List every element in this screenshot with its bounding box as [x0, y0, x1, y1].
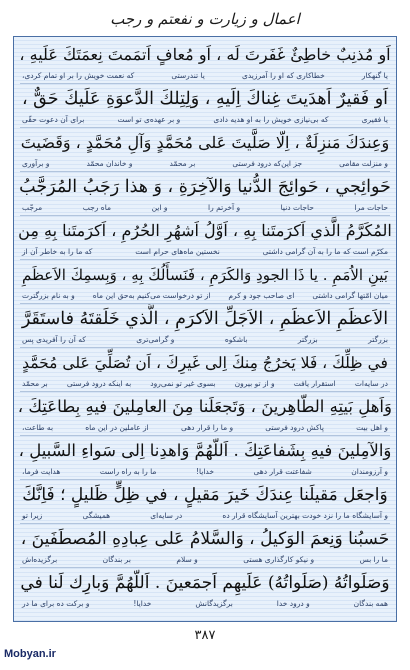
translation-segment: بر محمّد [169, 159, 196, 168]
verse-block [18, 84, 392, 125]
translation-segment: مرجّب [22, 203, 43, 212]
translation-segment: یا فقیری [361, 115, 388, 124]
translation-segment: در سایه‌ای [150, 511, 183, 520]
translation-segment: و اهل بیت [356, 423, 388, 432]
arabic-line: المُكَرَّمُ الَّذي اَكرَمتَنا بِهِ ، اَوَّلُ اَشهُرِ الحُرُمِ ، اَكرَمتَنا بِهِ مِن [18, 221, 392, 240]
translation-segment: برگزیدگانش [195, 599, 233, 608]
translation-segment: بزرگتر [297, 335, 318, 344]
persian-translation [18, 158, 392, 169]
translation-segment: از تو درخواست می‌کنیم به‌حق این ماه [92, 291, 211, 300]
translation-segment: بر بندگان [102, 555, 131, 564]
translation-segment: و سلام [176, 555, 198, 564]
translation-segment: هدایت فرما، [22, 467, 61, 476]
verse-block [18, 568, 392, 609]
translation-segment: زیرا تو [22, 511, 43, 520]
persian-translation [18, 334, 392, 345]
arabic-line: حَسبُنا وَنِعمَ الوَكيلُ ، وَالسَّلامُ عَلى عِبادِهِ المُصطَفَينَ ، [20, 529, 390, 549]
translation-segment: همیشگی [82, 511, 111, 520]
arabic-line: حَوائِجي ، حَوائِجَ الدُّنيا وَالآخِرَةِ ، وَ هذا رَجَبُ المُرَجَّبُ [19, 177, 391, 197]
translation-segment: خدایا! [133, 599, 152, 608]
persian-translation [18, 114, 392, 125]
translation-segment: میان امّتها گرامی داشتی [312, 291, 388, 300]
translation-segment: در سایه‌ات [354, 379, 388, 388]
translation-segment: از عاملین در این ماه [85, 423, 149, 432]
arabic-line: وَاجعَل مَقيلَنا عِندَكَ خَيرَ مَقيلٍ ، في ظِلٍّ ظَليلٍ ؛ فَاِنَّكَ [22, 485, 388, 505]
arabic-line: وَاَهلِ بَيتِهِ الطّاهِرينَ ، وَتَجعَلَنا مِنَ العامِلينَ فيهِ بِطاعَتِكَ ، [18, 397, 392, 416]
translation-segment: نخستین ماه‌های حرام است [135, 247, 220, 256]
verse-block [18, 304, 392, 345]
verse-block [18, 216, 392, 257]
translation-segment: ما را بس [359, 555, 388, 564]
arabic-line: في ظِلِّكَ ، فَلا يَخرُجُ مِنكَ اِلى غَيرِكَ ، اَن تُصَلِّيَ عَلى مُحَمَّدٍ [22, 354, 388, 372]
persian-translation [18, 466, 392, 477]
translation-segment: و منزلت مقامی [339, 159, 388, 168]
translation-segment: یا گنهکار [361, 71, 388, 80]
translation-segment: بر محمّد [22, 379, 48, 388]
verse-block [18, 524, 392, 565]
persian-translation [18, 598, 392, 609]
translation-segment: و آخرتم را [208, 203, 241, 212]
arabic-line: بَينِ الاُمَمِ . يا ذَا الجودِ وَالكَرَمِ ، فَنَسأَلُكَ بِهِ ، وَبِسمِكَ الاَعظَمِ [22, 266, 388, 284]
translation-segment: که آن را آفریدی پس [22, 335, 86, 344]
site-watermark: Mobyan.ir [4, 648, 56, 660]
verse-block [18, 40, 392, 81]
translation-segment: حاجات مرا [354, 203, 388, 212]
persian-translation [18, 246, 392, 257]
page-header [0, 4, 410, 34]
verse-block [18, 128, 392, 169]
arabic-line: وَصَلَواتُهُ (صَلَواتُهُ) عَلَيهِم اَجمَعينَ . اَللّهُمَّ وَبارِك لَنا في [20, 573, 390, 593]
translation-segment: و درود خدا [276, 599, 310, 608]
page-number: ۳۸۷ [194, 628, 216, 643]
arabic-line: وَعِندَكَ مَنزِلَةٌ ، اِلّا صَلَّيتَ عَلى مُحَمَّدٍ وَآلِ مُحَمَّدٍ ، وَقَضَيتَ [20, 133, 390, 152]
translation-segment: و برآوری [22, 159, 50, 168]
translation-segment: برگزیده‌اش [22, 555, 58, 564]
header-title: اعمال و زیارت و نفعتم و رجب [110, 10, 300, 28]
verse-block [18, 172, 392, 213]
translation-segment: و خاندان محمّد [86, 159, 133, 168]
translation-segment: استقرار یافت [293, 379, 336, 388]
arabic-line: اَو فَقيرٌ اَهدَيتَ غِناكَ اِلَيهِ ، وَلِتِلكَ الدَّعوَةِ عَلَيكَ حَقٌّ ، [21, 89, 389, 109]
verse-block [18, 392, 392, 433]
translation-segment: یا تندرستی [171, 71, 205, 80]
translation-segment: ماه رجب [82, 203, 112, 212]
translation-segment: که نعمت خویش را بر او تمام کردی، [22, 71, 135, 80]
arabic-line: اَو مُذنِبٌ خاطِئٌ غَفَرتَ لَه ، اَو مُعافٍ اَتمَمتَ نِعمَتَكَ عَلَيهِ ، [19, 45, 391, 64]
translation-segment: که بی‌نیازی خویش را به او هدیه دادی [213, 115, 329, 124]
translation-segment: و بر عهده‌ی تو است [117, 115, 181, 124]
persian-translation [18, 202, 392, 213]
verse-block [18, 260, 392, 301]
translation-segment: که ما را به خاطر آن از [22, 247, 93, 256]
arabic-line: وَالآمِلينَ فيهِ بِشَفاعَتِكَ . اَللّهُمَّ وَاهدِنا اِلى سَواءِ السَّبيلِ ، [18, 441, 392, 460]
arabic-line: الاَعظَمِ الاَعظَمِ ، الاَجَلِّ الاَكرَمِ ، الَّذي خَلَقتَهُ فاستَقَرَّ [21, 309, 389, 329]
translation-segment: و برکت ده برای ما در [22, 599, 90, 608]
persian-translation [18, 422, 392, 433]
translation-segment: به اینکه درود فرستی [66, 379, 132, 388]
persian-translation [18, 378, 392, 389]
translation-segment: و گرامی‌تری [136, 335, 175, 344]
translation-segment: شفاعتت قرار دهی [253, 467, 312, 476]
translation-segment: خطاکاری که او را آمرزیدی [242, 71, 325, 80]
persian-translation [18, 70, 392, 81]
translation-segment: و آسایشگاه ما را نزد خودت بهترین آسایشگاه قرار ده [222, 511, 388, 520]
translation-segment: بزرگتر [368, 335, 388, 344]
translation-segment: و آرزومندان [351, 467, 388, 476]
translation-segment: خدایا! [195, 467, 215, 476]
translation-segment: باشکوه [224, 335, 248, 344]
translation-segment: مکرّم است که ما را به آن گرامی داشتی [262, 247, 388, 256]
persian-translation [18, 554, 392, 565]
translation-segment: و به نام بزرگترت [22, 291, 75, 300]
translation-segment: ما را به راه راست [99, 467, 157, 476]
verse-block [18, 480, 392, 521]
persian-translation [18, 510, 392, 521]
translation-segment: برای آن دعوت حقّی [22, 115, 85, 124]
translation-segment: ای صاحب جود و کرم [228, 291, 295, 300]
persian-translation [18, 290, 392, 301]
translation-segment: حاجات دنیا [280, 203, 314, 212]
verse-block [18, 348, 392, 389]
verse-block [18, 436, 392, 477]
translation-segment: و ما را قرار دهی [180, 423, 234, 432]
translation-segment: جز این‌که درود فرستی [232, 159, 303, 168]
translation-segment: پاکش درود فرستی [265, 423, 324, 432]
translation-segment: همه بندگان [353, 599, 388, 608]
translation-segment: و از تو بیرون [234, 379, 275, 388]
translation-segment: و این [151, 203, 168, 212]
translation-segment: بسوی غیر تو نمی‌رود [150, 379, 216, 388]
translation-segment: به طاعت، [22, 423, 54, 432]
translation-segment: و نیکو کارگذاری هستی [243, 555, 315, 564]
